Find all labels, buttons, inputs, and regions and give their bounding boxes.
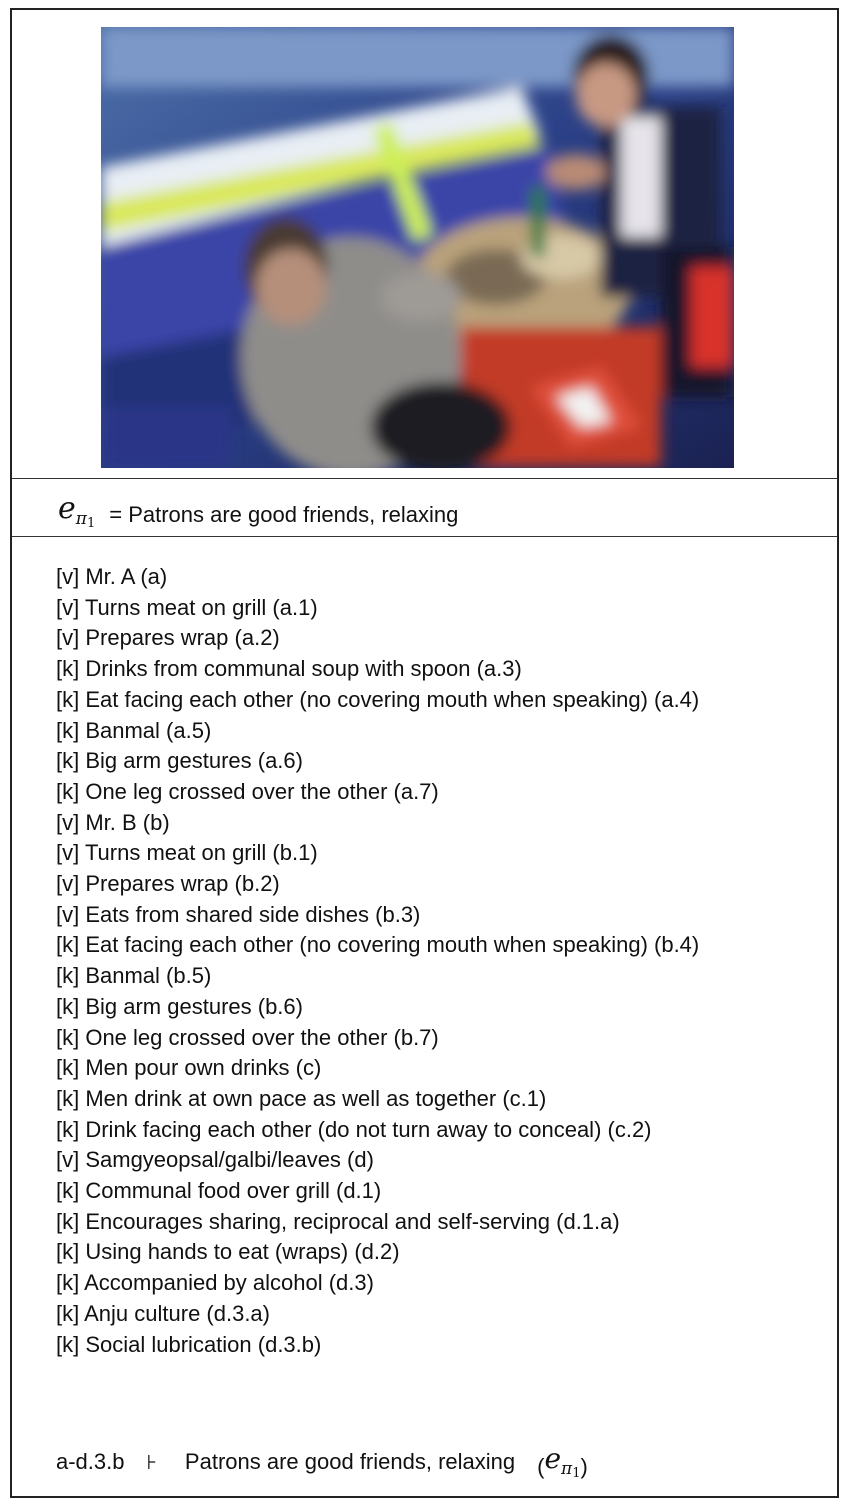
equation-row xyxy=(58,490,458,530)
list-item: [k] Drink facing each other (do not turn away to conceal) (c.2) xyxy=(56,1116,652,1142)
e-pi-1-symbol: $e_{\pi 1}$ xyxy=(58,491,96,531)
blurred-photo-illustration xyxy=(101,27,734,468)
list-item: [k] Big arm gestures (b.6) xyxy=(56,993,303,1019)
list-item: [v] Samgyeopsal/galbi/leaves (d) xyxy=(56,1147,374,1173)
turnstile-symbol: ⊦ xyxy=(146,1450,157,1474)
evidence-list xyxy=(56,562,796,1360)
list-item: [k] Men pour own drinks (c) xyxy=(56,1055,322,1081)
equation-text: = Patrons are good friends, relaxing xyxy=(109,502,459,527)
conclusion-text: Patrons are good friends, relaxing xyxy=(184,1449,516,1474)
list-item: [k] Using hands to eat (wraps) (d.2) xyxy=(56,1239,400,1265)
list-item: [k] Men drink at own pace as well as together (c.1) xyxy=(56,1085,547,1111)
list-item: [k] One leg crossed over the other (b.7) xyxy=(56,1024,439,1050)
conclusion-row xyxy=(56,1442,588,1482)
list-item: [k] Banmal (b.5) xyxy=(56,963,212,989)
list-item: [v] Mr. A (a) xyxy=(56,564,168,589)
conclusion-range: a-d.3.b xyxy=(56,1449,125,1474)
divider-top xyxy=(12,478,837,479)
restaurant-photo xyxy=(101,27,734,468)
list-item: [k] Anju culture (d.3.a) xyxy=(56,1300,270,1326)
list-item: [k] Drinks from communal soup with spoon (a.3) xyxy=(56,656,522,682)
list-item: [v] Mr. B (b) xyxy=(56,809,170,835)
e-pi-1-symbol: $e_{\pi 1}$ xyxy=(544,1441,581,1481)
photo-cell xyxy=(12,10,837,478)
list-item: [k] Communal food over grill (d.1) xyxy=(56,1178,382,1204)
conclusion-reference: ( $e_{\pi 1}$ ) xyxy=(537,1441,588,1481)
list-item: [k] Big arm gestures (a.6) xyxy=(56,748,303,774)
list-item: [k] Encourages sharing, reciprocal and self-serving (d.1.a) xyxy=(56,1208,620,1234)
list-item: [v] Turns meat on grill (b.1) xyxy=(56,840,318,866)
list-item: [k] Eat facing each other (no covering mouth when speaking) (a.4) xyxy=(56,686,700,712)
list-item: [k] One leg crossed over the other (a.7) xyxy=(56,778,439,804)
list-item: [v] Prepares wrap (a.2) xyxy=(56,625,280,651)
list-item: [v] Prepares wrap (b.2) xyxy=(56,871,280,897)
list-item: [k] Eat facing each other (no covering mouth when speaking) (b.4) xyxy=(56,932,700,958)
figure-frame xyxy=(10,8,839,1498)
list-item: [k] Accompanied by alcohol (d.3) xyxy=(56,1270,374,1296)
list-item: [k] Social lubrication (d.3.b) xyxy=(56,1331,322,1357)
divider-bottom xyxy=(12,536,837,537)
list-item: [v] Turns meat on grill (a.1) xyxy=(56,594,318,620)
list-item: [v] Eats from shared side dishes (b.3) xyxy=(56,901,421,927)
list-item: [k] Banmal (a.5) xyxy=(56,717,212,743)
